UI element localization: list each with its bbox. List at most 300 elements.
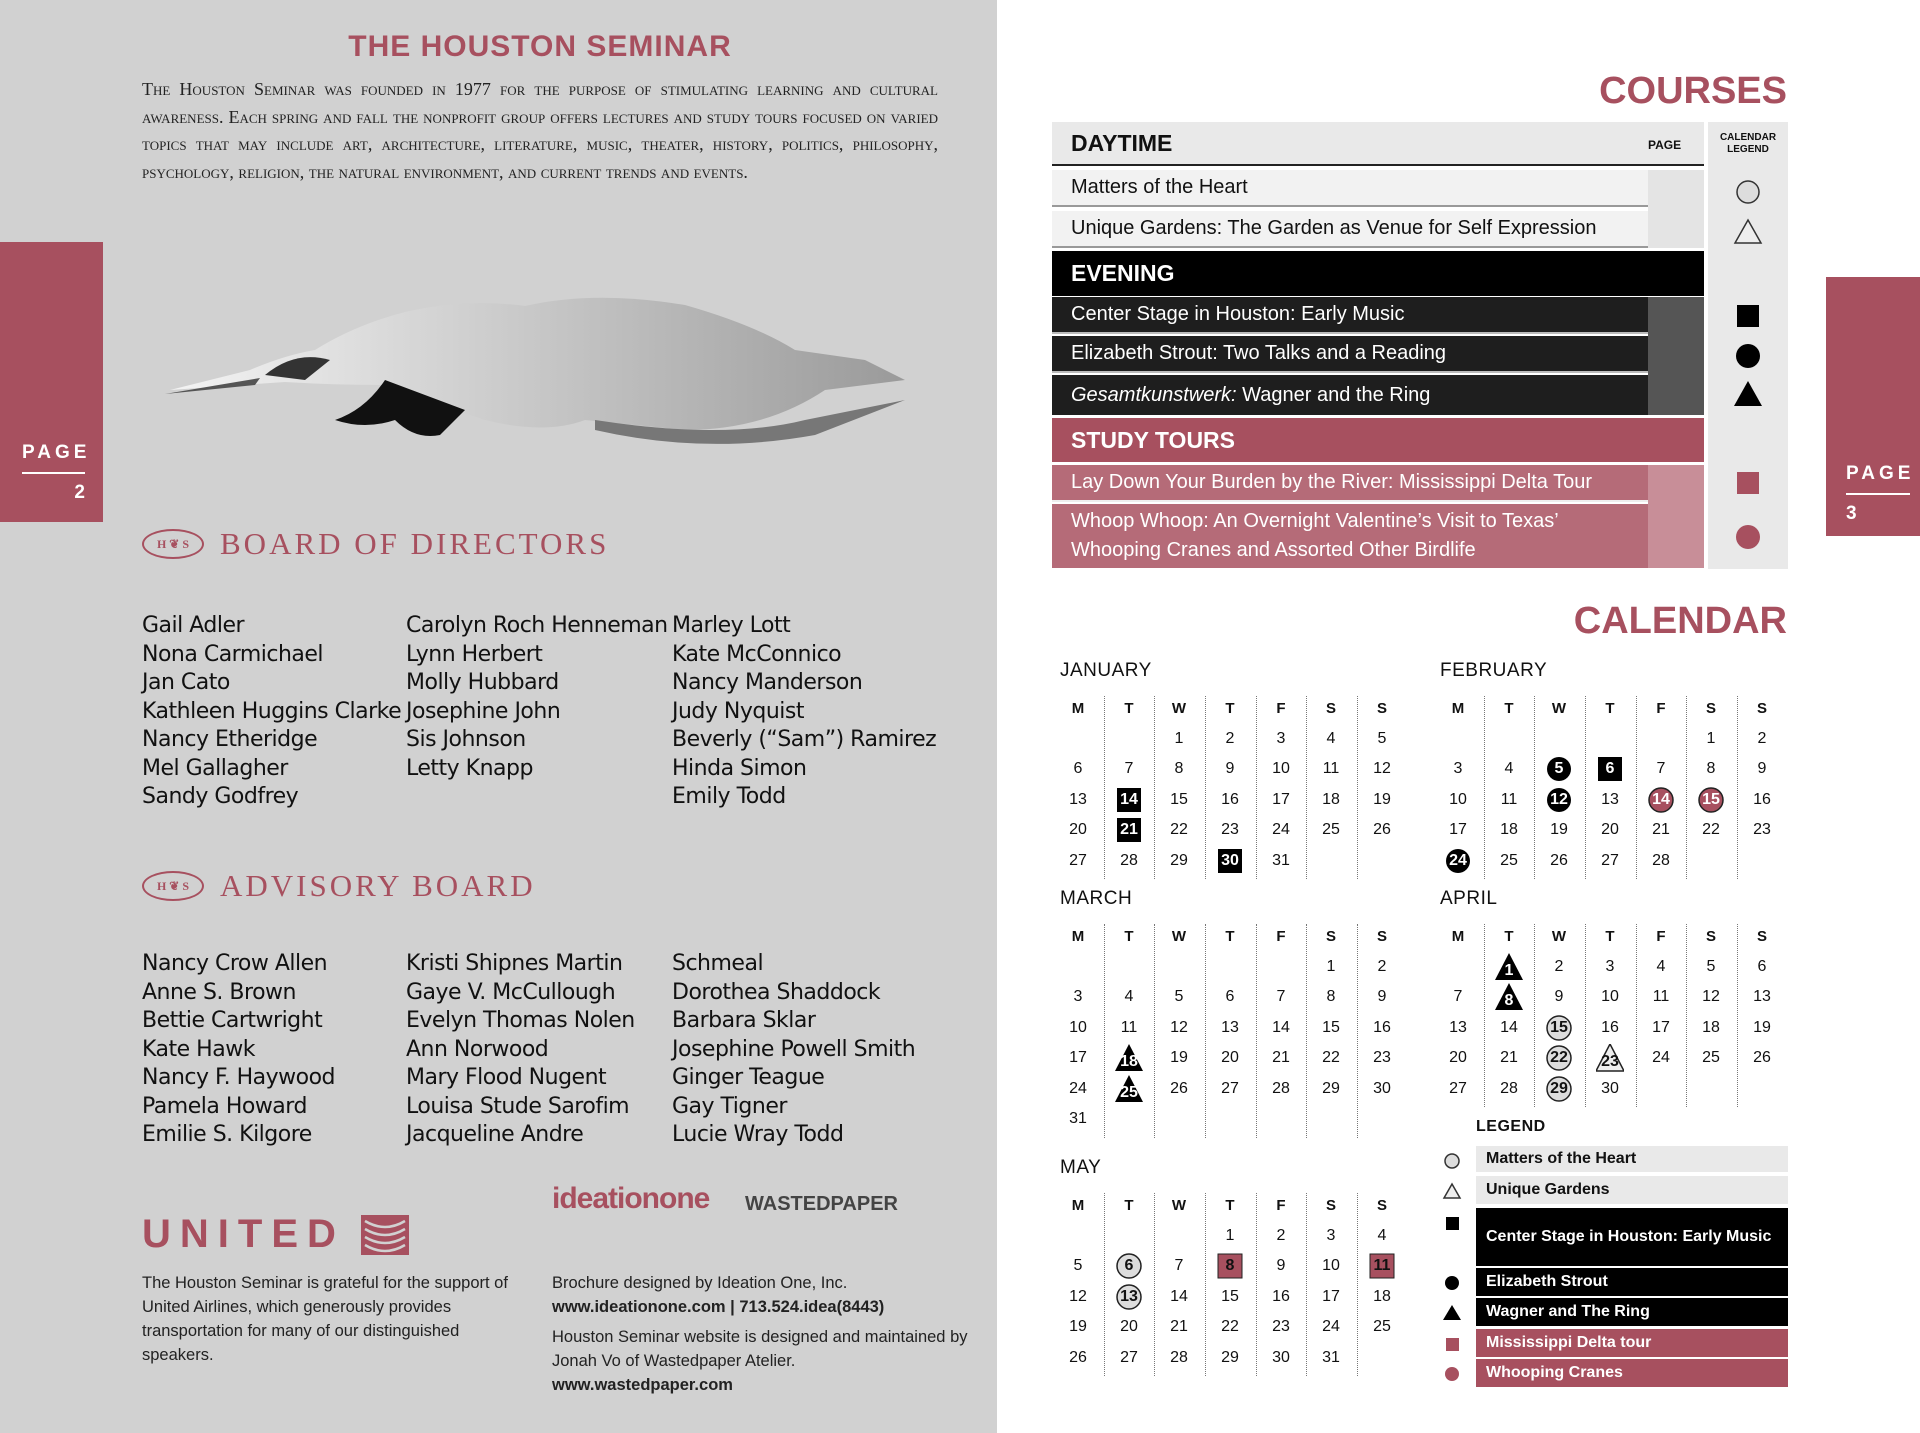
calendar-day[interactable]: 2 [1377, 957, 1387, 975]
calendar-day[interactable]: 28 [1170, 1348, 1188, 1366]
weekday-header: W [1171, 699, 1187, 717]
name: Sis Johnson [406, 727, 526, 752]
weekday-header: T [1225, 1196, 1235, 1214]
weekday-header: M [1071, 1196, 1085, 1214]
calendar-day[interactable]: 13 [1069, 790, 1087, 808]
calendar-day[interactable]: 6 [1757, 957, 1767, 975]
design-credits [552, 1271, 972, 1397]
calendar-day[interactable]: 2 [1757, 729, 1767, 747]
column-divider [1737, 924, 1738, 1107]
calendar-day[interactable]: 4 [1326, 729, 1336, 747]
course-title-line: Whoop Whoop: An Overnight Valentine’s Visit to Texas’ [1071, 510, 1559, 532]
name: Emilie S. Kilgore [142, 1122, 312, 1147]
triangle-icon [1732, 378, 1764, 410]
calendar-day-marked[interactable] [1216, 847, 1244, 875]
united-thanks: The Houston Seminar is grateful for the support of United Airlines, which generously provides transportation for many of our distinguished speakers. [142, 1274, 508, 1364]
calendar-day[interactable]: 23 [1272, 1318, 1290, 1335]
weekday-header: S [1376, 699, 1387, 717]
page-cell [1648, 297, 1704, 415]
calendar-day[interactable]: 9 [1276, 1257, 1286, 1274]
calendar-day[interactable]: 25 [1702, 1049, 1720, 1066]
page-tab-number: 3 [1846, 503, 1857, 524]
calendar-day-marked[interactable] [1115, 1252, 1143, 1280]
calendar-day[interactable]: 22 [1221, 1318, 1239, 1335]
grey-circle-icon [1442, 1151, 1462, 1171]
calendar-day[interactable]: 20 [1069, 821, 1087, 838]
calendar-day[interactable]: 24 [1272, 821, 1290, 838]
calendar-day[interactable]: 26 [1373, 821, 1391, 838]
calendar-day[interactable]: 29 [1322, 1079, 1340, 1097]
calendar-day[interactable]: 21 [1272, 1049, 1290, 1066]
calendar-day[interactable]: 10 [1069, 1018, 1087, 1036]
weekday-header: T [1504, 927, 1514, 945]
calendar-day[interactable]: 24 [1652, 1049, 1670, 1066]
column-divider [1534, 924, 1535, 1107]
legend-label: Matters of the Heart [1486, 1150, 1637, 1167]
calendar-day[interactable]: 3 [1453, 760, 1463, 777]
day-number: 18 [1120, 1053, 1138, 1070]
weekday-header: F [1276, 927, 1286, 945]
calendar-day-marked[interactable] [1596, 1044, 1624, 1072]
course-title [1052, 507, 1559, 565]
calendar-day[interactable]: 15 [1322, 1018, 1340, 1036]
legend-item [1476, 1329, 1788, 1357]
calendar-day[interactable]: 3 [1605, 957, 1615, 975]
name: Nancy Etheridge [142, 727, 318, 752]
calendar-day[interactable]: 16 [1601, 1018, 1619, 1036]
calendar-day[interactable]: 19 [1170, 1049, 1188, 1066]
name: Gay Tigner [672, 1093, 787, 1119]
calendar-day[interactable]: 12 [1373, 760, 1391, 777]
calendar-day[interactable]: 31 [1069, 1110, 1087, 1127]
day-number: 30 [1221, 851, 1239, 869]
calendar-day[interactable]: 1 [1174, 729, 1184, 747]
day-number: 8 [1504, 992, 1514, 1009]
calendar-day-marked[interactable] [1697, 786, 1725, 814]
calendar-day[interactable]: 20 [1449, 1049, 1467, 1066]
calendar-day-marked[interactable] [1596, 755, 1624, 783]
name: Emily Todd [672, 784, 786, 809]
weekday-header: S [1325, 927, 1336, 945]
calendar-day[interactable]: 18 [1702, 1018, 1720, 1036]
calendar-day[interactable]: 5 [1377, 729, 1387, 747]
day-number: 15 [1702, 790, 1720, 808]
board-col-1 [142, 612, 401, 812]
calendar-day[interactable]: 10 [1601, 988, 1619, 1005]
crane-photo [165, 270, 925, 470]
outline-triangle-icon [1732, 216, 1764, 248]
calendar-day[interactable]: 23 [1753, 821, 1771, 838]
calendar-day[interactable]: 6 [1225, 988, 1235, 1005]
calendar-day-marked[interactable] [1115, 816, 1143, 844]
calendar-day[interactable]: 9 [1554, 988, 1564, 1005]
calendar-day-marked[interactable] [1115, 1044, 1143, 1072]
course-row[interactable] [1052, 297, 1704, 334]
calendar-day[interactable]: 24 [1069, 1079, 1087, 1097]
calendar-day[interactable]: 4 [1656, 957, 1666, 975]
calendar-day[interactable]: 20 [1221, 1049, 1239, 1066]
name: Hinda Simon [672, 755, 807, 781]
calendar-day[interactable]: 8 [1706, 760, 1716, 777]
calendar-day[interactable]: 25 [1322, 821, 1340, 838]
weekday-header: T [1605, 927, 1615, 945]
weekday-header: T [1225, 699, 1235, 717]
month-name: MAY [1060, 1157, 1102, 1178]
course-title-italic: Gesamtkunstwerk: [1071, 383, 1237, 406]
calendar-day[interactable]: 27 [1221, 1079, 1239, 1097]
weekday-header: F [1276, 1196, 1286, 1214]
calendar-day[interactable]: 23 [1221, 821, 1239, 838]
calendar-day[interactable]: 11 [1652, 988, 1670, 1005]
seminar-title: THE HOUSTON SEMINAR [348, 30, 732, 63]
calendar-day[interactable]: 15 [1221, 1287, 1239, 1305]
calendar-day[interactable]: 12 [1170, 1018, 1188, 1036]
column-divider [1154, 924, 1155, 1138]
legend-item [1476, 1298, 1788, 1326]
course-row[interactable] [1052, 170, 1704, 207]
column-divider [1585, 924, 1586, 1107]
calendar-day[interactable]: 21 [1652, 821, 1670, 838]
calendar-day[interactable]: 20 [1120, 1318, 1138, 1335]
calendar-day[interactable]: 26 [1550, 851, 1568, 869]
evening-header [1052, 251, 1704, 296]
design-contact[interactable]: www.ideationone.com | 713.524.idea(8443) [552, 1298, 885, 1316]
calendar-day[interactable]: 3 [1276, 729, 1286, 747]
column-divider [1484, 924, 1485, 1107]
column-divider [1534, 696, 1535, 879]
name: Ann Norwood [406, 1036, 549, 1062]
calendar-day[interactable]: 21 [1500, 1049, 1518, 1066]
weekday-header: M [1451, 699, 1465, 717]
weekday-header: S [1705, 927, 1716, 945]
calendar-day[interactable]: 27 [1069, 851, 1087, 869]
calendar-day[interactable]: 30 [1272, 1348, 1290, 1366]
calendar-day[interactable]: 1 [1225, 1226, 1235, 1244]
calendar-day[interactable]: 30 [1601, 1079, 1619, 1097]
calendar-day-marked[interactable] [1495, 983, 1523, 1011]
course-row[interactable] [1052, 375, 1704, 415]
advisory-heading [142, 868, 536, 904]
calendar-day[interactable]: 3 [1073, 988, 1083, 1005]
weekday-header: S [1325, 699, 1336, 717]
weekday-header: M [1071, 927, 1085, 945]
column-divider [1256, 696, 1257, 879]
calendar-day[interactable]: 4 [1124, 988, 1134, 1005]
calendar-day[interactable]: 9 [1377, 988, 1387, 1005]
calendar-day[interactable]: 22 [1702, 821, 1720, 838]
course-title: Unique Gardens: The Garden as Venue for Self Expression [1071, 217, 1597, 239]
column-divider [1104, 696, 1105, 879]
calendar-day-marked[interactable] [1115, 786, 1143, 814]
calendar-day[interactable]: 5 [1174, 988, 1184, 1005]
design-line: Brochure designed by Ideation One, Inc. [552, 1274, 848, 1292]
weekday-header: T [1124, 1196, 1134, 1214]
calendar-day[interactable]: 27 [1601, 851, 1619, 869]
day-number: 12 [1550, 790, 1568, 808]
calendar-day[interactable]: 10 [1322, 1257, 1340, 1274]
column-divider [1357, 1193, 1358, 1376]
column-divider [1306, 924, 1307, 1138]
web-url[interactable]: www.wastedpaper.com [552, 1376, 733, 1394]
calendar-day[interactable]: 17 [1069, 1049, 1087, 1066]
calendar-day[interactable]: 13 [1449, 1018, 1467, 1036]
weekday-header: W [1551, 699, 1567, 717]
calendar-day[interactable]: 30 [1373, 1079, 1391, 1097]
calendar-day[interactable]: 27 [1449, 1079, 1467, 1097]
legend-label: Mississippi Delta tour [1486, 1334, 1652, 1351]
column-divider [1686, 696, 1687, 879]
calendar-day[interactable]: 28 [1500, 1079, 1518, 1097]
calendar-day[interactable]: 21 [1170, 1318, 1188, 1335]
name: Nancy F. Haywood [142, 1065, 336, 1090]
day-number: 6 [1605, 760, 1615, 777]
legend-label: Center Stage in Houston: Early Music [1486, 1228, 1772, 1245]
weekday-header: T [1124, 927, 1134, 945]
calendar-day[interactable]: 22 [1322, 1049, 1340, 1066]
calendar-day-marked[interactable] [1545, 1044, 1573, 1072]
name: Josephine Powell Smith [672, 1036, 916, 1062]
calendar-day[interactable]: 20 [1601, 821, 1619, 838]
weekday-header: M [1071, 699, 1085, 717]
calendar-day[interactable]: 5 [1706, 957, 1716, 975]
name: Schmeal [672, 951, 764, 976]
calendar-day[interactable]: 7 [1656, 760, 1666, 777]
calendar-day[interactable]: 17 [1272, 790, 1290, 808]
calendar-day[interactable]: 23 [1373, 1049, 1391, 1066]
column-divider [1154, 696, 1155, 879]
calendar-day-marked[interactable] [1216, 1252, 1244, 1280]
legend-label: Unique Gardens [1486, 1181, 1610, 1198]
calendar-day[interactable]: 29 [1170, 851, 1188, 869]
page-cell [1648, 465, 1704, 568]
day-number: 29 [1550, 1079, 1568, 1097]
weekday-header: S [1756, 699, 1767, 717]
daytime-label: DAYTIME [1071, 129, 1173, 156]
calendar-day[interactable]: 24 [1322, 1318, 1340, 1335]
legend-label: Wagner and The Ring [1486, 1303, 1650, 1320]
daytime-header [1052, 122, 1704, 166]
column-divider [1306, 696, 1307, 879]
calendar-day[interactable]: 11 [1120, 1018, 1138, 1036]
calendar-day[interactable]: 17 [1322, 1287, 1340, 1305]
calendar-day[interactable]: 14 [1170, 1287, 1188, 1305]
calendar-day[interactable]: 19 [1753, 1018, 1771, 1036]
outline-triangle-icon [1442, 1181, 1462, 1201]
board-title: BOARD OF DIRECTORS [220, 526, 610, 561]
calendar-day-marked[interactable] [1545, 1075, 1573, 1103]
calendar-day[interactable]: 28 [1272, 1079, 1290, 1097]
calendar-day[interactable]: 26 [1170, 1079, 1188, 1097]
calendar-day[interactable]: 8 [1174, 760, 1184, 777]
course-row[interactable] [1052, 504, 1704, 568]
ideationone-logo: ideationone [552, 1182, 710, 1215]
weekday-header: S [1325, 1196, 1336, 1214]
course-row[interactable] [1052, 211, 1704, 248]
advisory-col-2 [406, 950, 635, 1150]
calendar-day[interactable]: 26 [1753, 1049, 1771, 1066]
calendar-day[interactable]: 4 [1377, 1226, 1387, 1244]
calendar-day[interactable]: 12 [1069, 1287, 1087, 1305]
calendar-day[interactable]: 14 [1500, 1018, 1518, 1036]
calendar-day[interactable]: 2 [1554, 957, 1564, 975]
weekday-header: T [1124, 699, 1134, 717]
calendar-day[interactable]: 19 [1373, 790, 1391, 808]
calendar-day-marked[interactable] [1545, 1014, 1573, 1042]
calendar-day[interactable]: 14 [1272, 1018, 1290, 1036]
united-wordmark: UNITED [142, 1212, 345, 1256]
square-icon [1442, 1213, 1462, 1233]
calendar-day[interactable]: 15 [1170, 790, 1188, 808]
course-title [1052, 384, 1430, 407]
calendar-day[interactable]: 25 [1500, 851, 1518, 869]
month-april [1438, 888, 1788, 1108]
calendar-day[interactable]: 31 [1272, 851, 1290, 869]
column-divider [1636, 924, 1637, 1107]
name: Josephine John [406, 698, 561, 724]
circle-icon [1732, 340, 1764, 372]
calendar-day[interactable]: 16 [1373, 1018, 1391, 1036]
calendar-day-marked[interactable] [1115, 1075, 1143, 1103]
calendar-day[interactable]: 13 [1221, 1018, 1239, 1036]
calendar-day[interactable]: 4 [1504, 760, 1514, 777]
day-number: 23 [1601, 1053, 1619, 1070]
name: Mary Flood Nugent [406, 1065, 607, 1090]
calendar-day[interactable]: 26 [1069, 1348, 1087, 1366]
calendar-day[interactable]: 7 [1124, 760, 1134, 777]
study-tours-label: STUDY TOURS [1071, 426, 1236, 453]
calendar-day[interactable]: 10 [1449, 790, 1467, 808]
calendar-day-marked[interactable] [1545, 755, 1573, 783]
name: Kathleen Huggins Clarke [142, 698, 402, 724]
calendar-day[interactable]: 25 [1373, 1318, 1391, 1335]
page-tab-label: PAGE [1846, 463, 1915, 484]
calendar-day[interactable]: 17 [1449, 821, 1467, 838]
calendar-day[interactable]: 16 [1272, 1287, 1290, 1305]
calendar-day-marked[interactable] [1647, 786, 1675, 814]
calendar-day-marked[interactable] [1115, 1283, 1143, 1311]
course-row[interactable] [1052, 336, 1704, 373]
calendar-day[interactable]: 17 [1652, 1018, 1670, 1036]
legend-item [1476, 1146, 1788, 1174]
page-tab-2 [0, 242, 103, 522]
day-number: 8 [1225, 1257, 1235, 1274]
calendar-day[interactable]: 10 [1272, 760, 1290, 777]
name: Kate McConnico [672, 641, 842, 667]
course-title: Lay Down Your Burden by the River: Mississippi Delta Tour [1071, 471, 1592, 493]
calendar-day-marked[interactable] [1368, 1252, 1396, 1280]
legend-title: LEGEND [1476, 1118, 1546, 1135]
grey-circle-icon [1732, 176, 1764, 208]
evening-label: EVENING [1071, 260, 1175, 286]
calendar-day[interactable]: 13 [1601, 790, 1619, 808]
day-number: 14 [1120, 790, 1138, 808]
board-col-3 [672, 612, 936, 812]
calendar-day[interactable]: 9 [1757, 760, 1767, 777]
calendar-day[interactable]: 12 [1702, 988, 1720, 1005]
weekday-header: T [1225, 927, 1235, 945]
name: Carolyn Roch Henneman [406, 613, 668, 638]
triangle-icon [1442, 1303, 1462, 1323]
calendar-day[interactable]: 16 [1221, 790, 1239, 808]
day-number: 5 [1554, 760, 1564, 777]
calendar-day[interactable]: 18 [1322, 790, 1340, 808]
name: Beverly (“Sam”) Ramirez [672, 727, 937, 752]
calendar-day[interactable]: 29 [1221, 1348, 1239, 1366]
calendar-day[interactable]: 13 [1753, 988, 1771, 1005]
weekday-header: T [1504, 699, 1514, 717]
weekday-header: W [1171, 1196, 1187, 1214]
name: Molly Hubbard [406, 670, 559, 695]
calendar-day[interactable]: 6 [1073, 760, 1083, 777]
name: Marley Lott [672, 613, 791, 638]
calendar-day[interactable]: 11 [1500, 790, 1518, 808]
calendar-day[interactable]: 5 [1073, 1257, 1083, 1274]
name: Kristi Shipnes Martin [406, 951, 623, 976]
name: Jacqueline Andre [406, 1122, 584, 1147]
board-col-2 [406, 612, 668, 783]
calendar-day[interactable]: 9 [1225, 760, 1235, 777]
legend-column-header: CALENDAR LEGEND [1719, 132, 1777, 155]
calendar-day[interactable]: 7 [1453, 988, 1463, 1005]
calendar-day[interactable]: 31 [1322, 1348, 1340, 1366]
name: Barbara Sklar [672, 1008, 816, 1033]
name: Kate Hawk [142, 1036, 255, 1062]
calendar-day[interactable]: 19 [1069, 1318, 1087, 1335]
calendar-day[interactable]: 16 [1753, 790, 1771, 808]
calendar-day[interactable]: 7 [1276, 988, 1286, 1005]
calendar-day[interactable]: 27 [1120, 1348, 1138, 1366]
calendar-day-marked[interactable] [1495, 953, 1523, 981]
weekday-header: S [1376, 927, 1387, 945]
day-number: 25 [1120, 1083, 1138, 1101]
calendar-day[interactable]: 1 [1706, 729, 1716, 747]
calendar-day[interactable]: 28 [1120, 851, 1138, 869]
legend-item [1476, 1208, 1788, 1266]
calendar-day[interactable]: 7 [1174, 1257, 1184, 1274]
calendar-day[interactable]: 19 [1550, 821, 1568, 838]
name: Sandy Godfrey [142, 784, 299, 809]
calendar-day[interactable]: 3 [1326, 1226, 1336, 1244]
column-divider [1205, 1193, 1206, 1376]
name: Louisa Stude Sarofim [406, 1093, 630, 1119]
calendar-day[interactable]: 1 [1326, 957, 1336, 975]
month-name: FEBRUARY [1440, 660, 1548, 681]
calendar-day[interactable]: 8 [1326, 988, 1336, 1005]
calendar-day-marked[interactable] [1545, 786, 1573, 814]
month-name: MARCH [1060, 888, 1133, 909]
calendar-day-marked[interactable] [1444, 847, 1472, 875]
column-divider [1585, 696, 1586, 879]
page-column-header: PAGE [1648, 138, 1682, 152]
calendar-title: CALENDAR [1573, 600, 1787, 642]
course-row[interactable] [1052, 465, 1704, 502]
page-tab-3 [1826, 277, 1920, 536]
month-name: JANUARY [1060, 660, 1152, 681]
calendar-day[interactable]: 2 [1276, 1226, 1286, 1244]
calendar-day[interactable]: 22 [1170, 821, 1188, 838]
calendar-day[interactable]: 2 [1225, 729, 1235, 747]
calendar-day[interactable]: 18 [1500, 821, 1518, 838]
calendar-day[interactable]: 28 [1652, 851, 1670, 869]
column-divider [1104, 1193, 1105, 1376]
calendar-day[interactable]: 18 [1373, 1287, 1391, 1305]
rose-circle-icon [1732, 521, 1764, 553]
advisory-title: ADVISORY BOARD [220, 868, 536, 903]
intro-paragraph: The Houston Seminar was founded in 1977 for the purpose of stimulating learning and cultural awareness. Each spring and fall the nonprofit group offers lectures and study tours focused on varied topics that may include art, architecture, literature, music, theater, history, politics, philosophy, psychology, religion, the natural environment, and current trends and events. [142, 79, 938, 182]
weekday-header: M [1451, 927, 1465, 945]
weekday-header: S [1376, 1196, 1387, 1214]
calendar-day[interactable]: 11 [1322, 760, 1340, 777]
